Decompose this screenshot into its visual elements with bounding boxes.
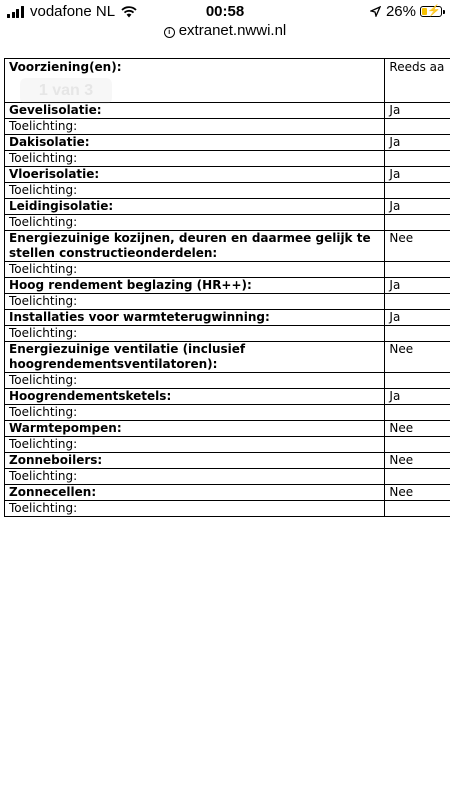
row-label: Energiezuinige ventilatie (inclusief hoogrendementsventilatoren): xyxy=(5,342,385,373)
row-note-value xyxy=(385,405,450,421)
status-right xyxy=(370,3,442,20)
row-note-label: Toelichting: xyxy=(5,405,385,421)
charging-bolt-icon: ⚡ xyxy=(427,5,441,17)
row-value: Ja xyxy=(385,310,450,326)
row-note-value xyxy=(385,469,450,485)
battery-icon xyxy=(420,6,442,17)
status-bar xyxy=(0,0,450,22)
row-note-label: Toelichting: xyxy=(5,373,385,389)
table-note-row xyxy=(5,151,450,167)
row-note-label: Toelichting: xyxy=(5,501,385,517)
table-row xyxy=(5,310,450,326)
page-indicator: 1 van 3 xyxy=(20,78,112,104)
row-label: Hoogrendementsketels: xyxy=(5,389,385,405)
row-value: Nee xyxy=(385,231,450,262)
row-value: Ja xyxy=(385,389,450,405)
table-row xyxy=(5,103,450,119)
url-text: extranet.nwwi.nl xyxy=(178,22,287,39)
row-note-label: Toelichting: xyxy=(5,294,385,310)
row-note-value xyxy=(385,119,450,135)
row-value: Ja xyxy=(385,278,450,294)
row-value: Nee xyxy=(385,342,450,373)
row-note-value xyxy=(385,326,450,342)
row-label: Zonnecellen: xyxy=(5,485,385,501)
row-note-label: Toelichting: xyxy=(5,151,385,167)
row-note-label: Toelichting: xyxy=(5,469,385,485)
row-note-label: Toelichting: xyxy=(5,262,385,278)
table-note-row xyxy=(5,373,450,389)
row-label: Vloerisolatie: xyxy=(5,167,385,183)
row-value: Nee xyxy=(385,485,450,501)
row-note-value xyxy=(385,262,450,278)
table-note-row xyxy=(5,437,450,453)
address-bar[interactable] xyxy=(0,22,450,42)
table-row xyxy=(5,135,450,151)
table-note-row xyxy=(5,405,450,421)
row-value: Ja xyxy=(385,199,450,215)
row-note-value xyxy=(385,501,450,517)
row-note-label: Toelichting: xyxy=(5,183,385,199)
row-label: Hoog rendement beglazing (HR++): xyxy=(5,278,385,294)
row-label: Dakisolatie: xyxy=(5,135,385,151)
table-row xyxy=(5,342,450,373)
table-row xyxy=(5,231,450,262)
row-label: Zonneboilers: xyxy=(5,453,385,469)
table-note-row xyxy=(5,294,450,310)
carrier-name: vodafone NL xyxy=(30,3,116,20)
row-note-label: Toelichting: xyxy=(5,326,385,342)
row-label: Leidingisolatie: xyxy=(5,199,385,215)
row-note-value xyxy=(385,151,450,167)
row-note-label: Toelichting: xyxy=(5,119,385,135)
location-arrow-icon xyxy=(370,6,381,17)
row-note-value xyxy=(385,373,450,389)
row-value: Ja xyxy=(385,135,450,151)
table-row xyxy=(5,199,450,215)
row-label: Gevelisolatie: xyxy=(5,103,385,119)
row-value: Nee xyxy=(385,453,450,469)
status-time: 00:58 xyxy=(205,3,245,20)
row-label: Warmtepompen: xyxy=(5,421,385,437)
table-row xyxy=(5,421,450,437)
info-icon[interactable]: i xyxy=(164,27,175,38)
row-value: Nee xyxy=(385,421,450,437)
table-row xyxy=(5,453,450,469)
row-note-value xyxy=(385,215,450,231)
row-label: Energiezuinige kozijnen, deuren en daarmee gelijk te stellen constructieonderdelen: xyxy=(5,231,385,262)
row-value: Ja xyxy=(385,103,450,119)
table-row xyxy=(5,389,450,405)
row-note-label: Toelichting: xyxy=(5,437,385,453)
table-note-row xyxy=(5,119,450,135)
table-note-row xyxy=(5,183,450,199)
table-note-row xyxy=(5,262,450,278)
table-row xyxy=(5,167,450,183)
table-row xyxy=(5,485,450,501)
table-note-row xyxy=(5,215,450,231)
row-value: Ja xyxy=(385,167,450,183)
row-note-value xyxy=(385,437,450,453)
row-label: Installaties voor warmteterugwinning: xyxy=(5,310,385,326)
table-row xyxy=(5,278,450,294)
table-note-row xyxy=(5,469,450,485)
voorzieningen-table xyxy=(4,58,450,517)
table-note-row xyxy=(5,326,450,342)
document-page xyxy=(4,58,450,517)
row-note-label: Toelichting: xyxy=(5,215,385,231)
header-value: Reeds aa xyxy=(385,59,450,103)
battery-percent: 26% xyxy=(385,3,416,20)
row-note-value xyxy=(385,183,450,199)
header-label: Voorziening(en): xyxy=(5,59,385,103)
table-note-row xyxy=(5,501,450,517)
row-note-value xyxy=(385,294,450,310)
